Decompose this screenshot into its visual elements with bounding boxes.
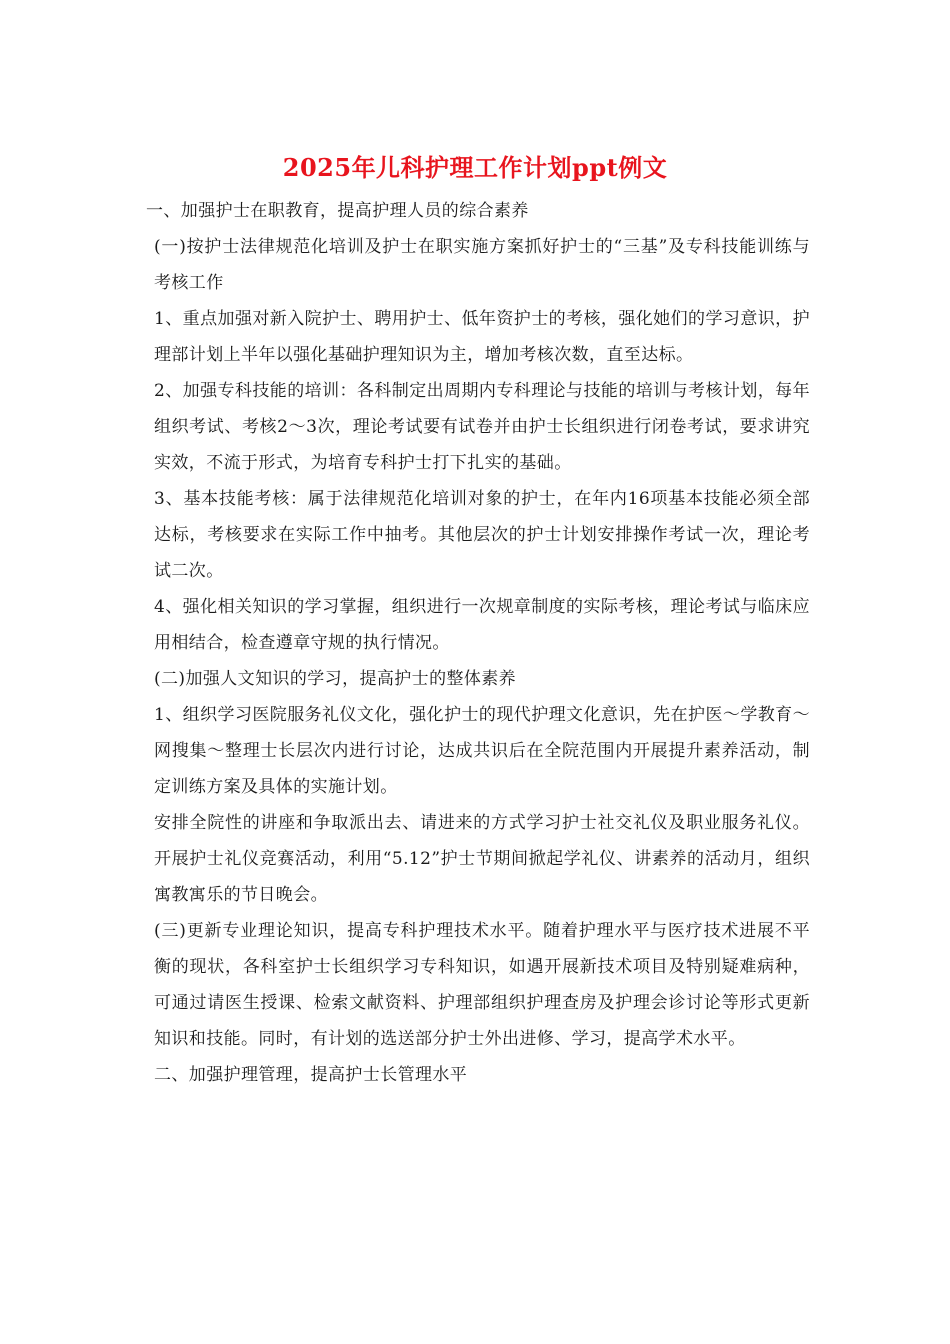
paragraph-item-1: 1、重点加强对新入院护士、聘用护士、低年资护士的考核，强化她们的学习意识，护理部计划上半年以强化基础护理知识为主，增加考核次数，直至达标。 bbox=[154, 309, 810, 365]
document-body bbox=[146, 193, 810, 1093]
subsection-heading-2: (二)加强人文知识的学习，提高护士的整体素养 bbox=[154, 669, 517, 689]
section-heading-2: 二、加强护理管理，提高护士长管理水平 bbox=[154, 1065, 468, 1085]
paragraph-item-3: 3、基本技能考核：属于法律规范化培训对象的护士，在年内16项基本技能必须全部达标，考核要求在实际工作中抽考。其他层次的护士计划安排操作考试一次，理论考试二次。 bbox=[154, 489, 810, 581]
document-title: 2025年儿科护理工作计划ppt例文 bbox=[282, 153, 668, 182]
section-heading-1: 一、加强护士在职教育，提高护理人员的综合素养 bbox=[146, 201, 529, 221]
subsection-heading-1: (一)按护士法律规范化培训及护士在职实施方案抓好护士的“三基”及专科技能训练与考核工作 bbox=[154, 237, 810, 293]
subsection-heading-3: (三)更新专业理论知识，提高专科护理技术水平。随着护理水平与医疗技术进展不平衡的现状，各科室护士长组织学习专科知识，如遇开展新技术项目及特别疑难病种，可通过请医生授课、检索文献资料、护理部组织护理查房及护理会诊讨论等形式更新知识和技能。同时，有计划的选送部分护士外出进修、学习，提高学术水平。 bbox=[154, 921, 810, 1049]
paragraph-item-2: 2、加强专科技能的培训：各科制定出周期内专科理论与技能的培训与考核计划，每年组织考试、考核2～3次，理论考试要有试卷并由护士长组织进行闭卷考试，要求讲究实效，不流于形式，为培育专科护士打下扎实的基础。 bbox=[154, 381, 810, 473]
paragraph-item-5: 1、组织学习医院服务礼仪文化，强化护士的现代护理文化意识，先在护医～学教育～网搜集～整理士长层次内进行讨论，达成共识后在全院范围内开展提升素养活动，制定训练方案及具体的实施计划。 bbox=[154, 705, 810, 797]
paragraph-item-4: 4、强化相关知识的学习掌握，组织进行一次规章制度的实际考核，理论考试与临床应用相结合，检查遵章守规的执行情况。 bbox=[154, 597, 810, 653]
paragraph-item-6: 安排全院性的讲座和争取派出去、请进来的方式学习护士社交礼仪及职业服务礼仪。开展护士礼仪竞赛活动，利用“5.12”护士节期间掀起学礼仪、讲素养的活动月，组织寓教寓乐的节日晚会。 bbox=[154, 813, 810, 905]
